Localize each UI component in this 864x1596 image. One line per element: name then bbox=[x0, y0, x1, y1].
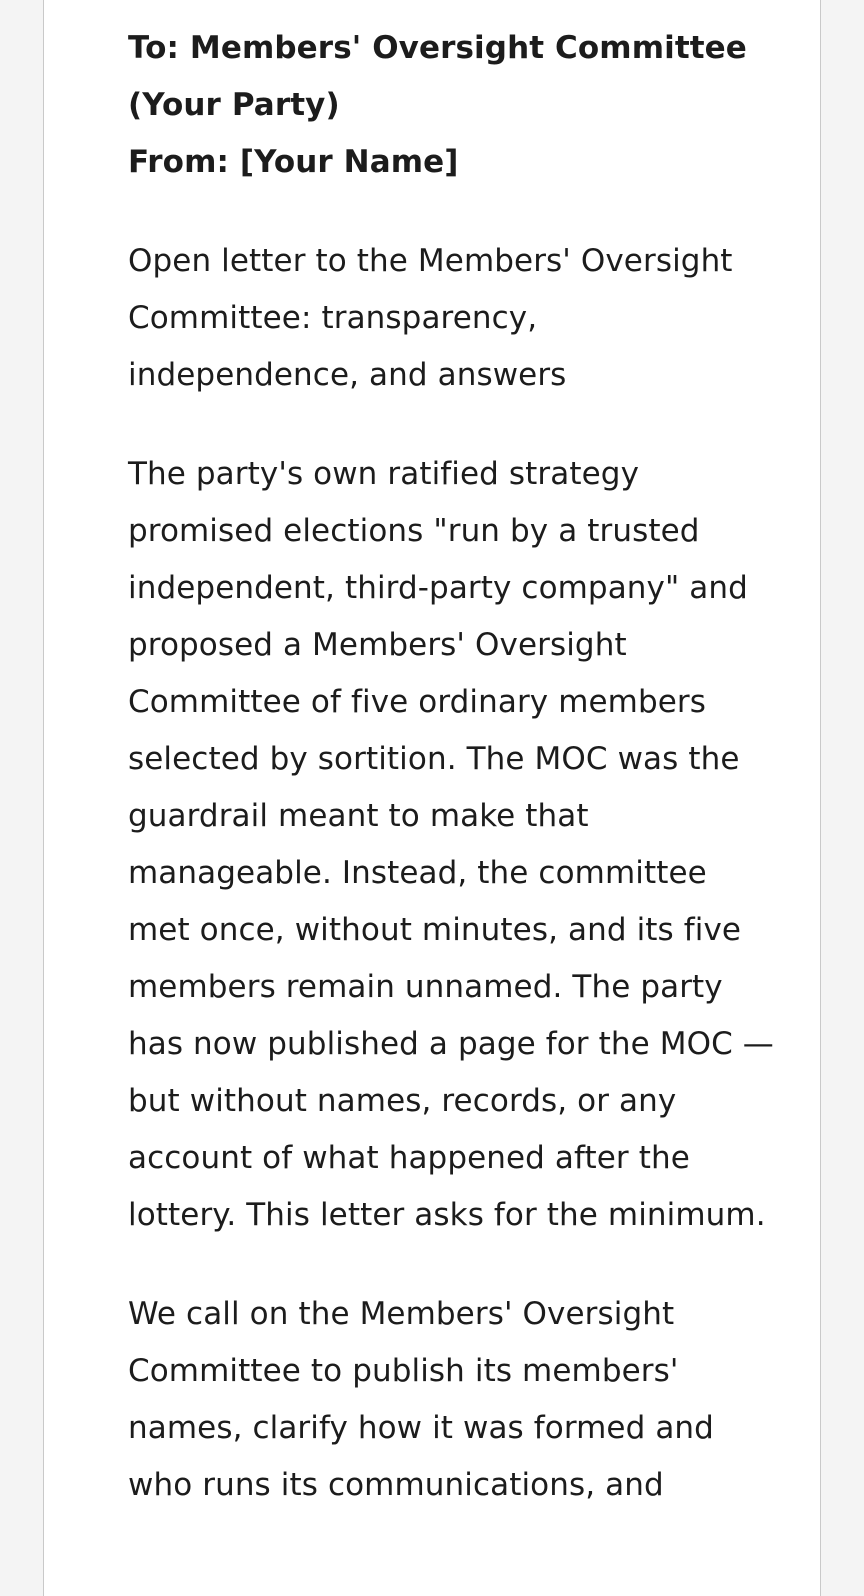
document-page bbox=[43, 0, 821, 1596]
letter-content bbox=[128, 20, 778, 1514]
letter-subject: Open letter to the Members' Oversight Committee: transparency, independence, and answers bbox=[128, 243, 733, 393]
to-line-1: To: Members' Oversight Committee bbox=[128, 30, 747, 66]
to-line bbox=[128, 20, 778, 134]
from-line: From: [Your Name] bbox=[128, 144, 459, 180]
to-line-2: (Your Party) bbox=[128, 87, 340, 123]
body-paragraph-1: The party's own ratified strategy promised elections "run by a trusted independent, third-party company" and proposed a Members' Oversight Committee of five ordinary members selected by sortition. The MOC was the guardrail meant to make that manageable. Instead, the committee met once, without minutes, and its five members remain unnamed. The party has now published a page for the MOC — but without names, records, or any account of what happened after the lottery. This letter asks for the minimum. bbox=[128, 456, 774, 1233]
body-paragraph-2: We call on the Members' Oversight Committee to publish its members' names, clarify how it was formed and who runs its communications, and bbox=[128, 1296, 714, 1503]
